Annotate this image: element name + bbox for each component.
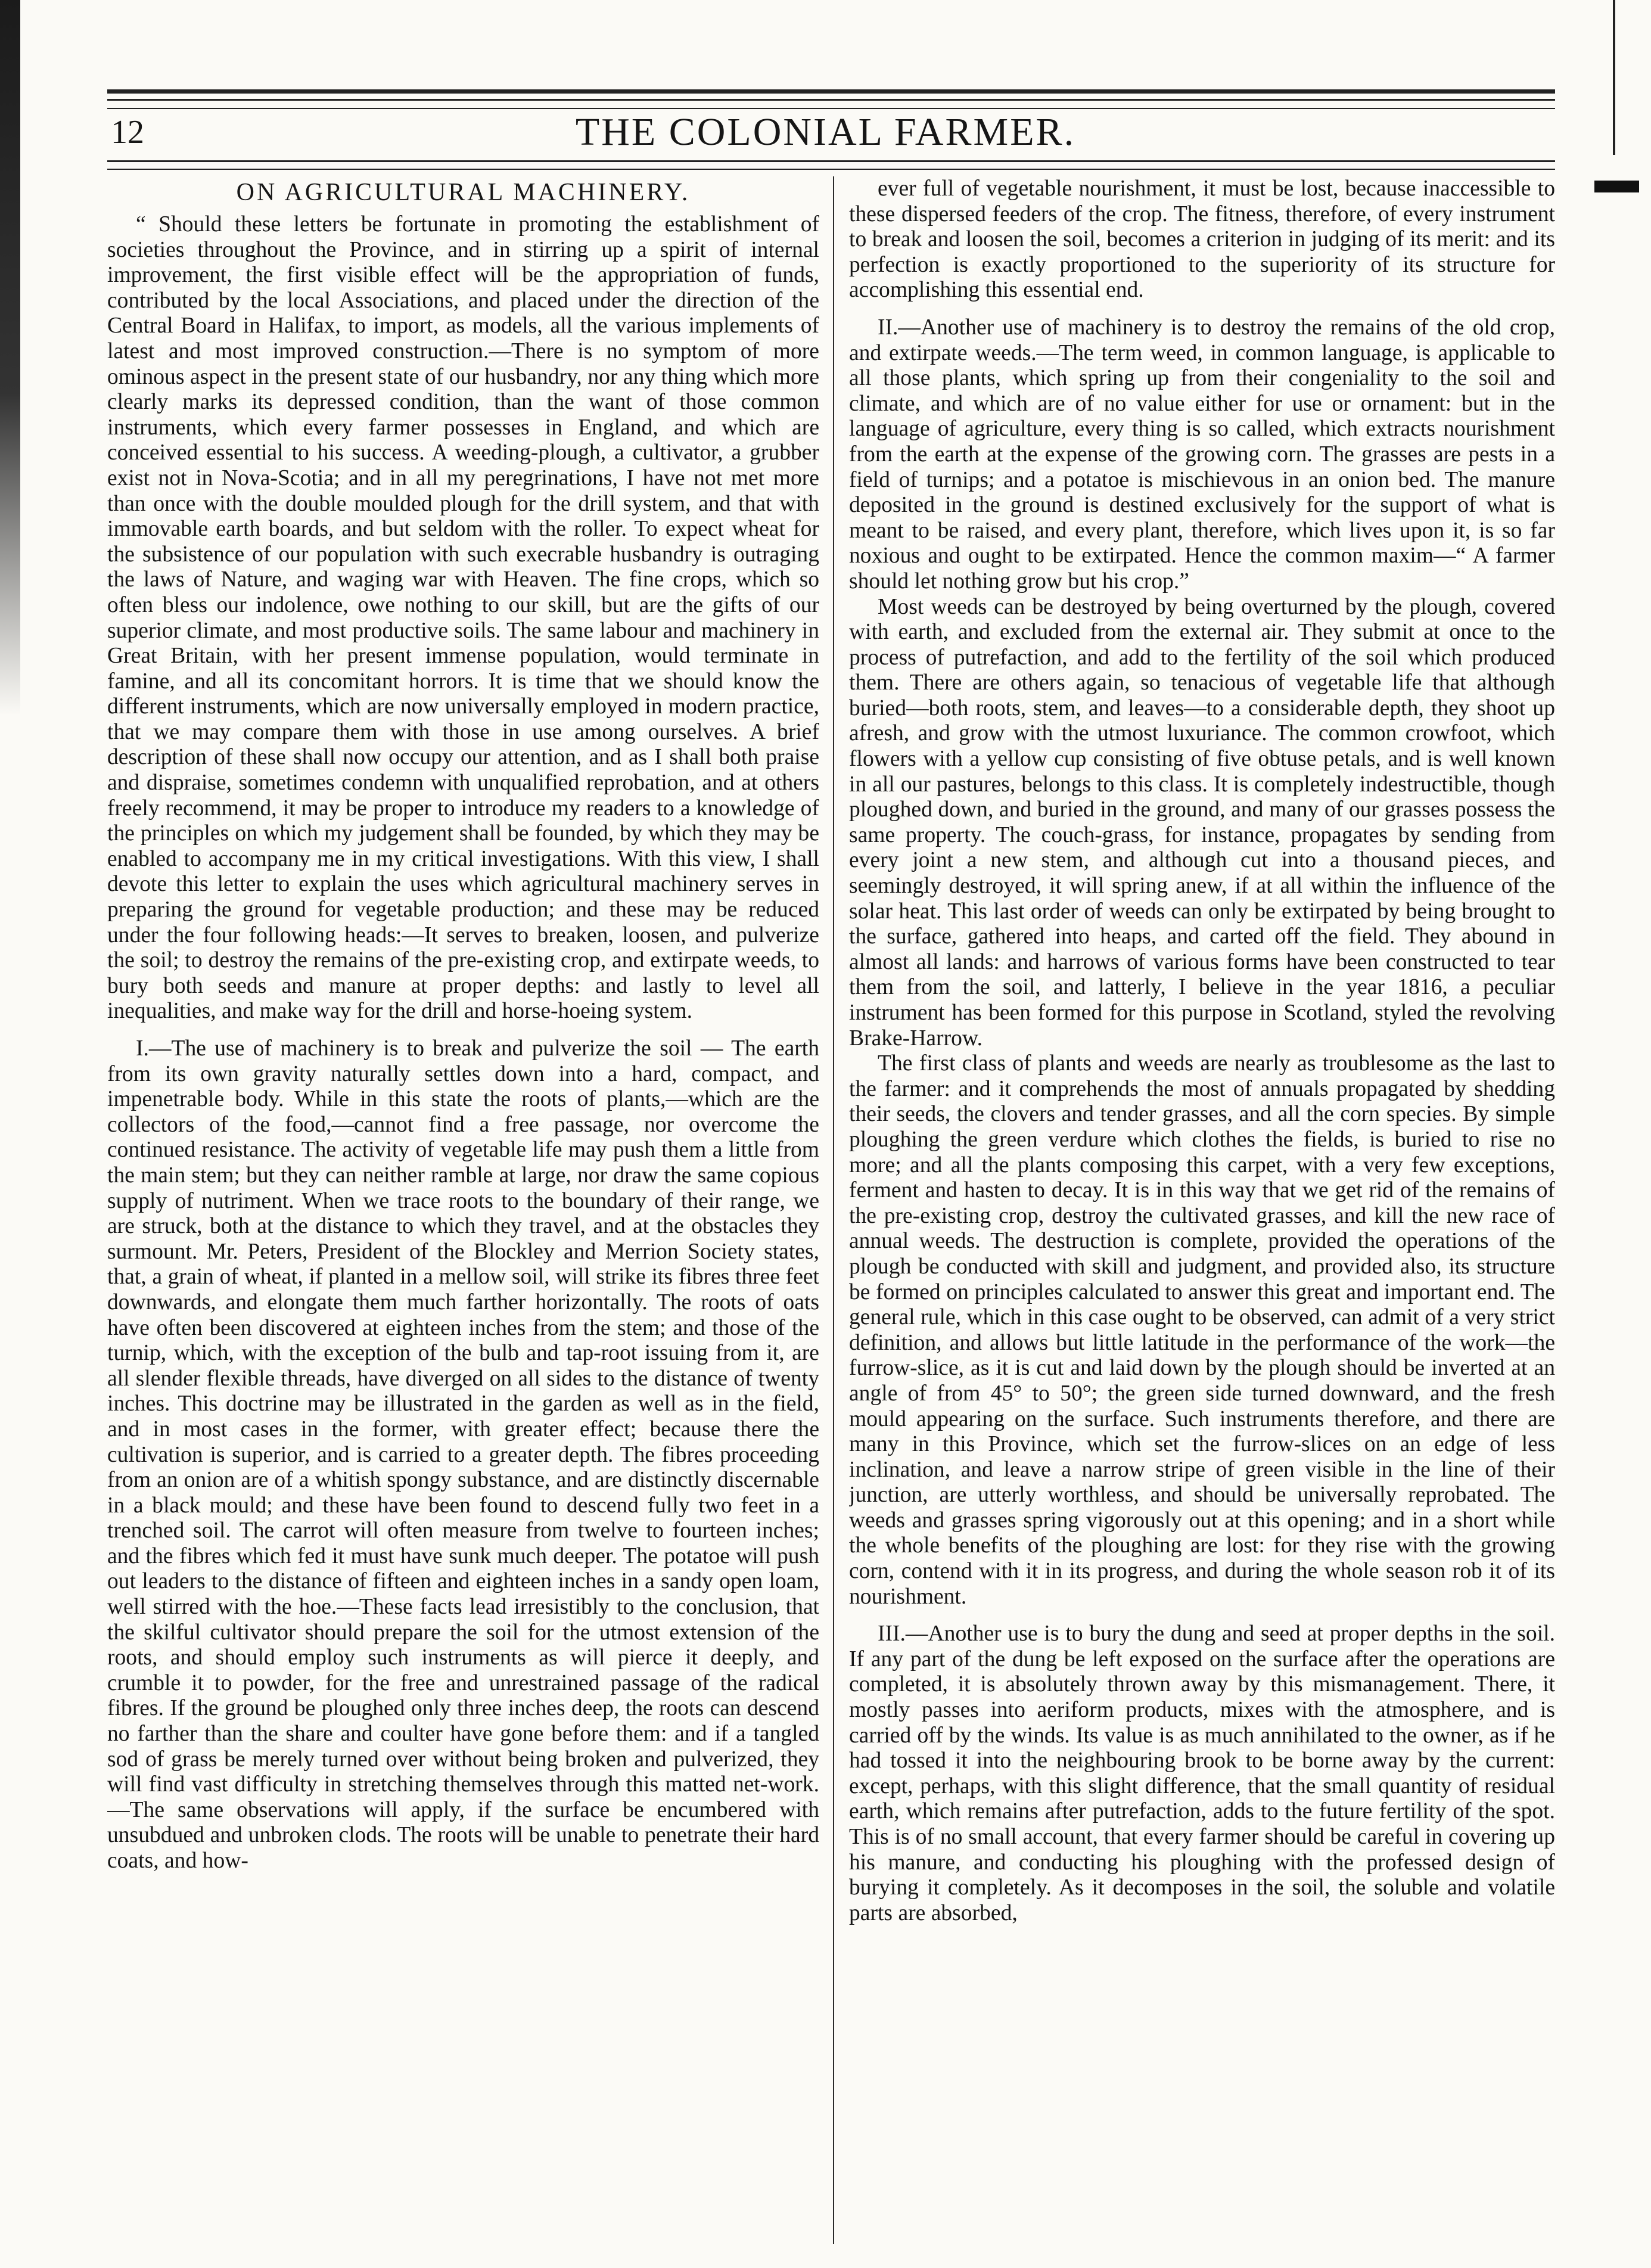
paragraph-section-2: II.—Another use of machinery is to destroy the remains of the old crop, and extirpate weeds.—The term weed, in common language, is applicable to all those plants, which spring up from their congeniality to the soil and climate, and which are of no value either for use or ornament: but in the language of agriculture, every thing is so called, which extracts nourishment from the earth at the expense of the growing corn. The grasses are pests in a field of turnips; and a potatoe is mischievous in an onion bed. The manure deposited in the ground is destined exclusively for the support of what is meant to be raised, and every plant, therefore, which lives upon it, is so far noxious and ought to be extirpated. Hence the common maxim—“ A farmer should let nothing grow but his crop.” <box>849 315 1555 594</box>
paragraph-section-3: III.—Another use is to bury the dung and seed at proper depths in the soil. If any part of the dung be left exposed on the surface after the operations are completed, it is absolutely thrown away by this mismanagement. There, it mostly passes into aeriform products, mixes with the atmosphere, and is carried off by the winds. Its value is as much annihilated to the owner, as if he had tossed it into the neighbouring brook to be borne away by the current: except, perhaps, with this slight difference, that the small quantity of residual earth, which remains after putrefaction, adds to the future fertility of the spot. This is of no small account, that every farmer should be careful in covering up his manure, and conducting his ploughing with the professed design of burying it completely. As it decomposes in the soil, the soluble and volatile parts are absorbed, <box>849 1621 1555 1925</box>
scan-shadow-left <box>0 0 20 715</box>
paragraph-section-1: I.—The use of machinery is to break and pulverize the soil — The earth from its own gravity naturally settles down into a hard, compact, and impenetrable body. While in this state the roots of plants,—which are the collectors of the food,—cannot find a free passage, nor overcome the continued resistance. The activity of vegetable life may push them a little from the main stem; but they can neither ramble at large, nor draw the same copious supply of nutriment. When we trace roots to the boundary of their range, we are struck, both at the distance to which they travel, and at the obstacles they surmount. Mr. Peters, President of the Blockley and Merrion Society states, that, a grain of wheat, if planted in a mellow soil, will strike its fibres three feet downwards, and elongate them much farther horizontally. The roots of oats have often been discovered at eighteen inches from the stem; and those of the turnip, which, with the exception of the bulb and tap-root issuing from it, are all slender flexible threads, have diverged on all sides to the distance of twenty inches. This doctrine may be illustrated in the garden as well as in the field, and in most cases in the former, with greater effect; because there the cultivation is superior, and is carried to a greater depth. The fibres proceeding from an onion are of a whitish spongy substance, and are distinctly discernable in a black mould; and these have been found to descend fully two feet in a trenched soil. The carrot will often measure from twelve to fourteen inches; and the fibres which fed it must have sunk much deeper. The potatoe will push out leaders to the distance of fifteen and eighteen inches in a sandy open loam, well stirred with the hoe.—These facts lead irresistibly to the conclusion, that the skilful cultivator should prepare the soil for the utmost extension of the roots, and should employ such instruments as will pierce it deeply, and crumble it to powder, for the free and unrestrained passage of the radical fibres. If the ground be ploughed only three inches deep, the roots can descend no farther than the share and coulter have gone before them: and if a tangled sod of grass be merely turned over without being broken and pulverized, they will find vast difficulty in stretching themselves through this matted net-work.—The same observations will apply, if the surface be encumbered with unsubdued and unbroken clods. The roots will be unable to penetrate their hard coats, and how- <box>107 1036 819 1873</box>
paragraph-intro: “ Should these letters be fortunate in promoting the establishment of societies throughout the Province, and in stirring up a spirit of internal improvement, the first visible effect will be the appropriation of funds, contributed by the local Associations, and placed under the direction of the Central Board in Halifax, to import, as models, all the various implements of latest and most improved construction.—There is no symptom of more ominous aspect in the present state of our husbandry, nor any thing which more clearly marks its depressed condition, than the want of those common instruments, which every farmer possesses in England, and which are conceived essential to his success. A weeding-plough, a cultivator, a grubber exist not in Nova-Scotia; and in all my peregrinations, I have not met more than once with the double moulded plough for the drill system, and that with immovable earth boards, and but seldom with the roller. To expect wheat for the subsistence of our population with such execrable husbandry is outraging the laws of Nature, and waging war with Heaven. The fine crops, which so often bless our indolence, owe nothing to our skill, but are the gifts of our superior climate, and most productive soils. The same labour and machinery in Great Britain, with her present immense population, would terminate in famine, and all its concomitant horrors. It is time that we should know the different instruments, which are now universally employed in modern practice, that we may compare them with those in use among ourselves. A brief description of these shall now occupy our attention, and as I shall both praise and dispraise, sometimes condemn with unqualified reprobation, and at others freely recommend, it may be proper to introduce my readers to a knowledge of the principles on which my judgement shall be founded, by which they may be enabled to accompany me in my critical investigations. With this view, I shall devote this letter to explain the uses which agricultural machinery serves in preparing the ground for vegetable production; and these may be reduced under the four following heads:—It serves to breaken, loosen, and pulverize the soil; to destroy the remains of the pre-existing crop, and extirpate weeds, to bury both seeds and manure at proper depths: and lastly to level all inequalities, and make way for the drill and horse-hoeing system. <box>107 212 819 1024</box>
left-column <box>107 176 819 2244</box>
right-column <box>849 176 1555 2244</box>
publication-title: THE COLONIAL FARMER. <box>575 110 1076 154</box>
page-number: 12 <box>111 114 144 151</box>
paragraph-weeds: Most weeds can be destroyed by being overturned by the plough, covered with earth, and excluded from the external air. They submit at once to the process of putrefaction, and add to the fertility of the soil which produced them. There are others again, so tenacious of vegetable life that although buried—both roots, stem, and leaves—to a considerable depth, they shoot up afresh, and grow with the utmost luxuriance. The common crowfoot, which flowers with a yellow cup consisting of five obtuse petals, and is well known in all our pastures, belongs to this class. It is completely indestructible, though ploughed down, and buried in the ground, and many of our grasses possess the same property. The couch-grass, for instance, propagates by sending from every joint a new stem, and although cut into a thousand pieces, and seemingly destroyed, it will spring anew, if at all within the influence of the solar heat. This last order of weeds can only be extirpated by being brought to the surface, gathered into heaps, and carted off the field. They abound in almost all lands: and harrows of various forms have been constructed to tear them from the soil, and latterly, I believe in the year 1816, a peculiar instrument has been formed for this purpose in Scotland, styled the revolving Brake-Harrow. <box>849 594 1555 1051</box>
paragraph-continuation: ever full of vegetable nourishment, it must be lost, because inaccessible to these dispersed feeders of the crop. The fitness, therefore, of every instrument to break and loosen the soil, becomes a criterion in judging of its merit: and its perfection is exactly proportioned to the superiority of its structure for accomplishing this essential end. <box>849 176 1555 303</box>
paragraph-first-class: The first class of plants and weeds are nearly as troublesome as the last to the farmer: and it comprehends the most of annuals propagated by shedding their seeds, the clovers and tender grasses, and all the corn species. By simple ploughing the green verdure which clothes the fields, is buried to rise no more; and all the plants composing this carpet, with a very few exceptions, ferment and hasten to decay. It is in this way that we get rid of the remains of the pre-existing crop, destroy the cultivated grasses, and kill the new race of annual weeds. The destruction is complete, provided the operations of the plough be conducted with skill and judgment, and provided also, its structure be formed on principles calculated to answer this great and important end. The general rule, which in this case ought to be observed, can admit of a very strict definition, and allows but little latitude in the performance of the work—the furrow-slice, as it is cut and laid down by the plough should be inverted at an angle of from 45° to 50°; the green side turned downward, and the fresh mould appearing on the surface. Such instruments therefore, and there are many in this Province, which set the furrow-slices on an edge of less inclination, and leave a narrow stripe of green visible in the line of their junction, are utterly worthless, and should be universally reprobated. The weeds and grasses spring vigorously out at this opening; and in a short while the whole benefits of the ploughing are lost: for they rise with the growing corn, contend with it in its progress, and during the whole season rob it of its nourishment. <box>849 1051 1555 1609</box>
header-rule <box>107 99 1555 101</box>
scan-speck <box>1594 181 1639 192</box>
title-rule-thin <box>107 169 1555 170</box>
header-rule-thick <box>107 89 1555 94</box>
title-rule <box>107 160 1555 162</box>
column-divider <box>833 176 834 2244</box>
article-title: ON AGRICULTURAL MACHINERY. <box>236 179 691 206</box>
